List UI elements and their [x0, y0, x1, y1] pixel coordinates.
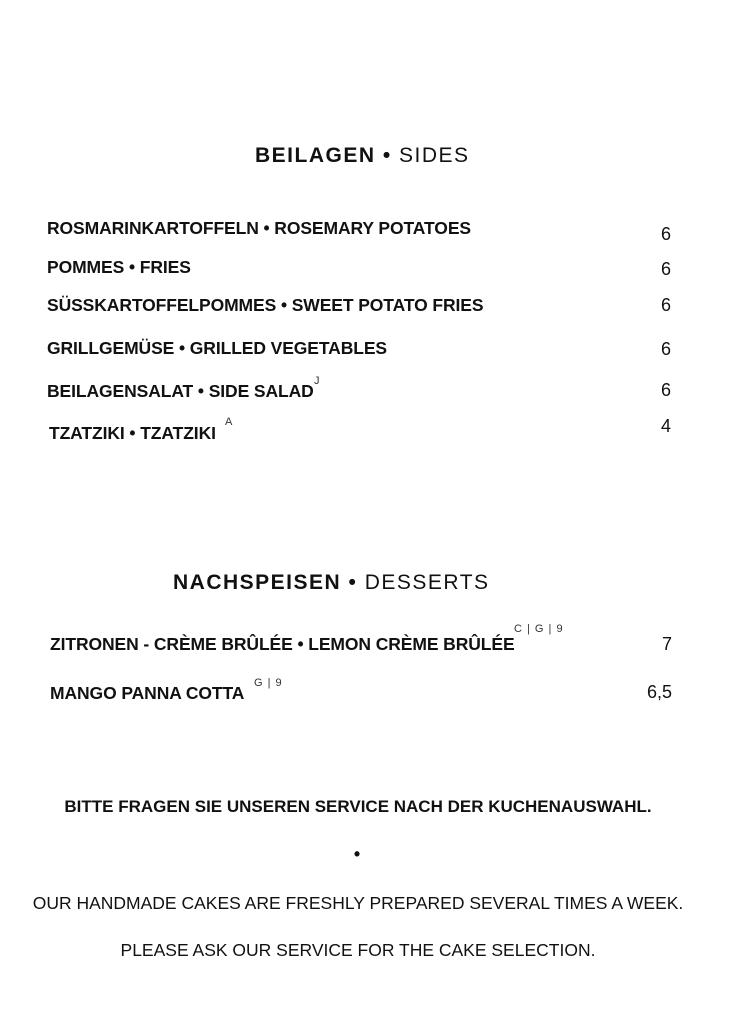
side-item-price: 6 — [660, 224, 671, 244]
side-item-allergens: J — [314, 375, 321, 387]
side-item-name: ROSMARINKARTOFFELN • ROSEMARY POTATOES — [47, 218, 471, 238]
dessert-item-name: ZITRONEN - CRÈME BRÛLÉE • LEMON CRÈME BRÛLÉE — [50, 634, 515, 654]
sides-heading-de: BEILAGEN — [255, 144, 376, 167]
sides-heading — [255, 144, 470, 168]
cake-note-english-line-2: PLEASE ASK OUR SERVICE FOR THE CAKE SELECTION. — [120, 940, 596, 960]
notes-separator-bullet: • — [353, 844, 361, 864]
dessert-item-allergens: G | 9 — [254, 677, 283, 689]
side-item-price: 6 — [660, 259, 671, 279]
side-item-name: GRILLGEMÜSE • GRILLED VEGETABLES — [47, 338, 387, 358]
sides-heading-separator: • — [375, 144, 400, 167]
side-item-name: TZATZIKI • TZATZIKI — [49, 423, 216, 443]
desserts-heading-de: NACHSPEISEN — [173, 571, 342, 594]
desserts-heading-en: DESSERTS — [364, 571, 490, 594]
cake-note-german: BITTE FRAGEN SIE UNSEREN SERVICE NACH DER KUCHENAUSWAHL. — [64, 797, 652, 816]
side-item-price: 6 — [660, 380, 671, 400]
side-item-price: 4 — [660, 416, 671, 436]
dessert-item-allergens: C | G | 9 — [514, 623, 564, 635]
side-item-name: SÜSSKARTOFFELPOMMES • SWEET POTATO FRIES — [47, 295, 484, 315]
side-item-name: POMMES • FRIES — [47, 257, 191, 277]
side-item-allergens: A — [225, 416, 234, 428]
side-item-price: 6 — [660, 295, 671, 315]
dessert-item-price: 7 — [661, 634, 672, 654]
dessert-item-name: MANGO PANNA COTTA — [50, 683, 245, 703]
desserts-heading-separator: • — [341, 571, 365, 594]
cake-note-english-line-1: OUR HANDMADE CAKES ARE FRESHLY PREPARED SEVERAL TIMES A WEEK. — [32, 893, 684, 913]
sides-heading-en: SIDES — [399, 144, 470, 167]
desserts-heading — [173, 571, 490, 595]
side-item-name: BEILAGENSALAT • SIDE SALAD — [47, 381, 314, 401]
side-item-price: 6 — [660, 339, 671, 359]
dessert-item-price: 6,5 — [646, 682, 672, 702]
